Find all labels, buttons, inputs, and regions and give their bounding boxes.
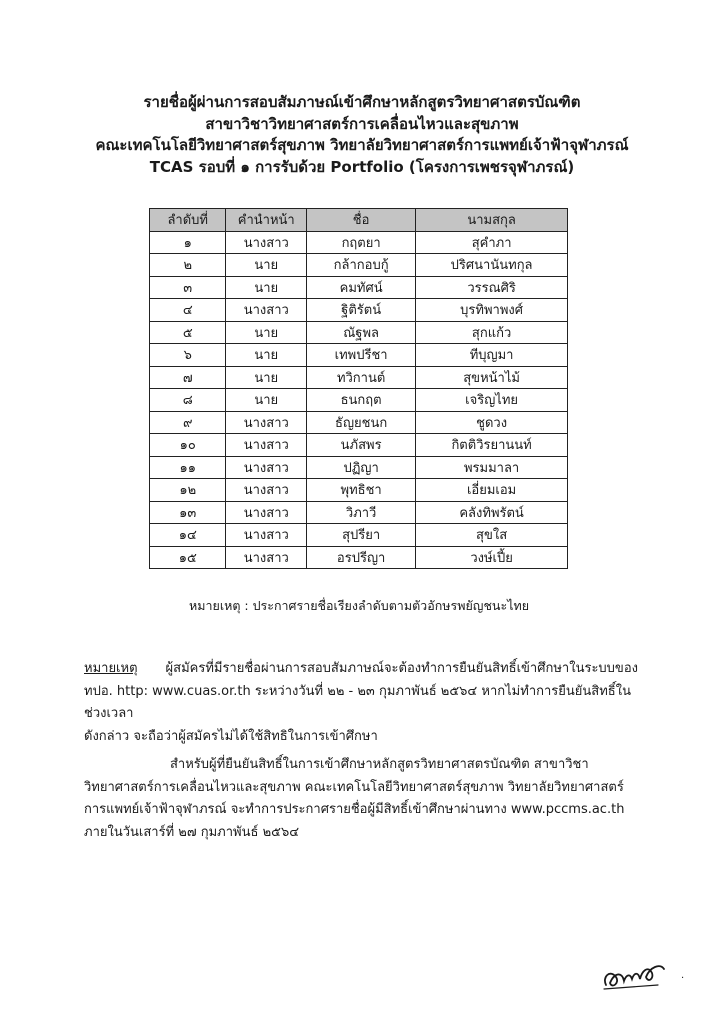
cell-title: นางสาว xyxy=(226,524,307,547)
notes-p1-line-3: ดังกล่าว จะถือว่าผู้สมัครไม่ได้ใช้สิทธิในการเข้าศึกษา xyxy=(84,728,378,744)
cell-title: นาย xyxy=(226,366,307,389)
cell-title: นาย xyxy=(226,389,307,412)
notes-paragraph-1 xyxy=(84,658,652,748)
cell-title: นางสาว xyxy=(226,479,307,502)
cell-title: นาย xyxy=(226,321,307,344)
cell-last-name: กิตติวิรยานนท์ xyxy=(416,434,568,457)
cell-title: นางสาว xyxy=(226,434,307,457)
table-header-row xyxy=(150,209,568,232)
signature-icon xyxy=(600,955,670,995)
notes-p2-line-1: สำหรับผู้ที่ยืนยันสิทธิ์ในการเข้าศึกษาหลักสูตรวิทยาศาสตรบัณฑิต สาขาวิชา xyxy=(170,757,589,772)
column-header-last-name: นามสกุล xyxy=(416,209,568,232)
cell-first-name: ธัญยชนก xyxy=(307,411,416,434)
cell-title: นางสาว xyxy=(226,546,307,569)
cell-last-name: คลังทิพรัตน์ xyxy=(416,501,568,524)
table-row xyxy=(150,501,568,524)
header-line-3: คณะเทคโนโลยีวิทยาศาสตร์สุขภาพ วิทยาลัยวิทยาศาสตร์การแพทย์เจ้าฟ้าจุฬาภรณ์ xyxy=(95,136,629,154)
cell-first-name: ธนกฤต xyxy=(307,389,416,412)
cell-order: ๔ xyxy=(150,299,226,322)
applicant-table xyxy=(149,208,568,569)
header-line-2: สาขาวิชาวิทยาศาสตร์การเคลื่อนไหวและสุขภาพ xyxy=(205,114,519,133)
cell-first-name: พุทธิชา xyxy=(307,479,416,502)
notes-p2-line-2: วิทยาศาสตร์การเคลื่อนไหวและสุขภาพ คณะเทคโนโลยีวิทยาศาสตร์สุขภาพ วิทยาลัยวิทยาศาสตร์ xyxy=(84,779,624,795)
cell-last-name: ชูดวง xyxy=(416,411,568,434)
table-row xyxy=(150,546,568,569)
cell-first-name: ปฏิญา xyxy=(307,456,416,479)
table-row xyxy=(150,456,568,479)
table-footnote: หมายเหตุ : ประกาศรายชื่อเรียงลำดับตามตัวอักษรพยัญชนะไทย xyxy=(189,598,530,613)
cell-order: ๕ xyxy=(150,321,226,344)
cell-order: ๑๔ xyxy=(150,524,226,547)
cell-title: นาย xyxy=(226,344,307,367)
table-row xyxy=(150,344,568,367)
cell-order: ๑๕ xyxy=(150,546,226,569)
table-row xyxy=(150,389,568,412)
notes-section xyxy=(84,658,652,844)
cell-last-name: วรรณศิริ xyxy=(416,276,568,299)
cell-order: ๙ xyxy=(150,411,226,434)
header-line-1: รายชื่อผู้ผ่านการสอบสัมภาษณ์เข้าศึกษาหลักสูตรวิทยาศาสตรบัณฑิต xyxy=(143,93,581,111)
cell-order: ๘ xyxy=(150,389,226,412)
cell-order: ๓ xyxy=(150,276,226,299)
cell-first-name: วิภาวี xyxy=(307,501,416,524)
cell-last-name: สุกแก้ว xyxy=(416,321,568,344)
table-row xyxy=(150,434,568,457)
cell-last-name: เอี่ยมเอม xyxy=(416,479,568,502)
cell-first-name: เทพปรีชา xyxy=(307,344,416,367)
cell-title: นางสาว xyxy=(226,501,307,524)
cell-order: ๗ xyxy=(150,366,226,389)
table-row xyxy=(150,479,568,502)
cell-title: นาย xyxy=(226,276,307,299)
cell-title: นางสาว xyxy=(226,231,307,254)
table-row xyxy=(150,366,568,389)
cell-order: ๑๐ xyxy=(150,434,226,457)
table-row xyxy=(150,299,568,322)
cell-first-name: คมทัศน์ xyxy=(307,276,416,299)
notes-p2-line-3: การแพทย์เจ้าฟ้าจุฬาภรณ์ จะทำการประกาศรายชื่อผู้มีสิทธิ์เข้าศึกษาผ่านทาง www.pccms.ac.th xyxy=(84,802,625,817)
table-row xyxy=(150,276,568,299)
cell-first-name: กล้ากอบกู้ xyxy=(307,254,416,277)
cell-title: นางสาว xyxy=(226,411,307,434)
column-header-order: ลำดับที่ xyxy=(150,209,226,232)
notes-paragraph-2 xyxy=(84,754,652,844)
cell-order: ๑ xyxy=(150,231,226,254)
notes-label: หมายเหตุ xyxy=(84,661,138,676)
cell-first-name: ทวิกานต์ xyxy=(307,366,416,389)
cell-order: ๒ xyxy=(150,254,226,277)
column-header-first-name: ชื่อ xyxy=(307,209,416,232)
notes-p1-line-2: ทปอ. http: www.cuas.or.th ระหว่างวันที่ ๒๒ - ๒๓ กุมภาพันธ์ ๒๕๖๔ หากไม่ทำการยืนยันสิทธิ์ในช่วงเวลา xyxy=(84,683,631,721)
cell-first-name: อรปรีญา xyxy=(307,546,416,569)
table-row xyxy=(150,524,568,547)
notes-p2-line-4: ภายในวันเสาร์ที่ ๒๗ กุมภาพันธ์ ๒๕๖๔ xyxy=(84,824,300,840)
cell-last-name: บุรทิพาพงศ์ xyxy=(416,299,568,322)
cell-title: นางสาว xyxy=(226,299,307,322)
table-row xyxy=(150,231,568,254)
cell-order: ๑๑ xyxy=(150,456,226,479)
cell-last-name: ปริศนานันทกุล xyxy=(416,254,568,277)
cell-first-name: ฐิติรัตน์ xyxy=(307,299,416,322)
cell-first-name: นภัสพร xyxy=(307,434,416,457)
cell-title: นางสาว xyxy=(226,456,307,479)
cell-title: นาย xyxy=(226,254,307,277)
table-row xyxy=(150,321,568,344)
cell-order: ๖ xyxy=(150,344,226,367)
cell-last-name: เจริญไทย xyxy=(416,389,568,412)
cell-last-name: สุขใส xyxy=(416,524,568,547)
table-row xyxy=(150,254,568,277)
document-header xyxy=(0,92,724,178)
cell-last-name: วงษ์เปี้ย xyxy=(416,546,568,569)
cell-last-name: สุคำภา xyxy=(416,231,568,254)
notes-p1-line-1: ผู้สมัครที่มีรายชื่อผ่านการสอบสัมภาษณ์จะต้องทำการยืนยันสิทธิ์เข้าศึกษาในระบบของ xyxy=(165,661,638,676)
cell-first-name: กฤตยา xyxy=(307,231,416,254)
cell-last-name: พรมมาลา xyxy=(416,456,568,479)
cell-order: ๑๒ xyxy=(150,479,226,502)
table-row xyxy=(150,411,568,434)
cell-first-name: สุปรียา xyxy=(307,524,416,547)
cell-first-name: ณัฐพล xyxy=(307,321,416,344)
mark-dot: . xyxy=(681,970,685,981)
cell-last-name: สุขหน้าไม้ xyxy=(416,366,568,389)
cell-last-name: ทีบุญมา xyxy=(416,344,568,367)
column-header-title: คำนำหน้า xyxy=(226,209,307,232)
cell-order: ๑๓ xyxy=(150,501,226,524)
header-line-4: TCAS รอบที่ ๑ การรับด้วย Portfolio (โครงการเพชรจุฬาภรณ์) xyxy=(149,157,575,176)
